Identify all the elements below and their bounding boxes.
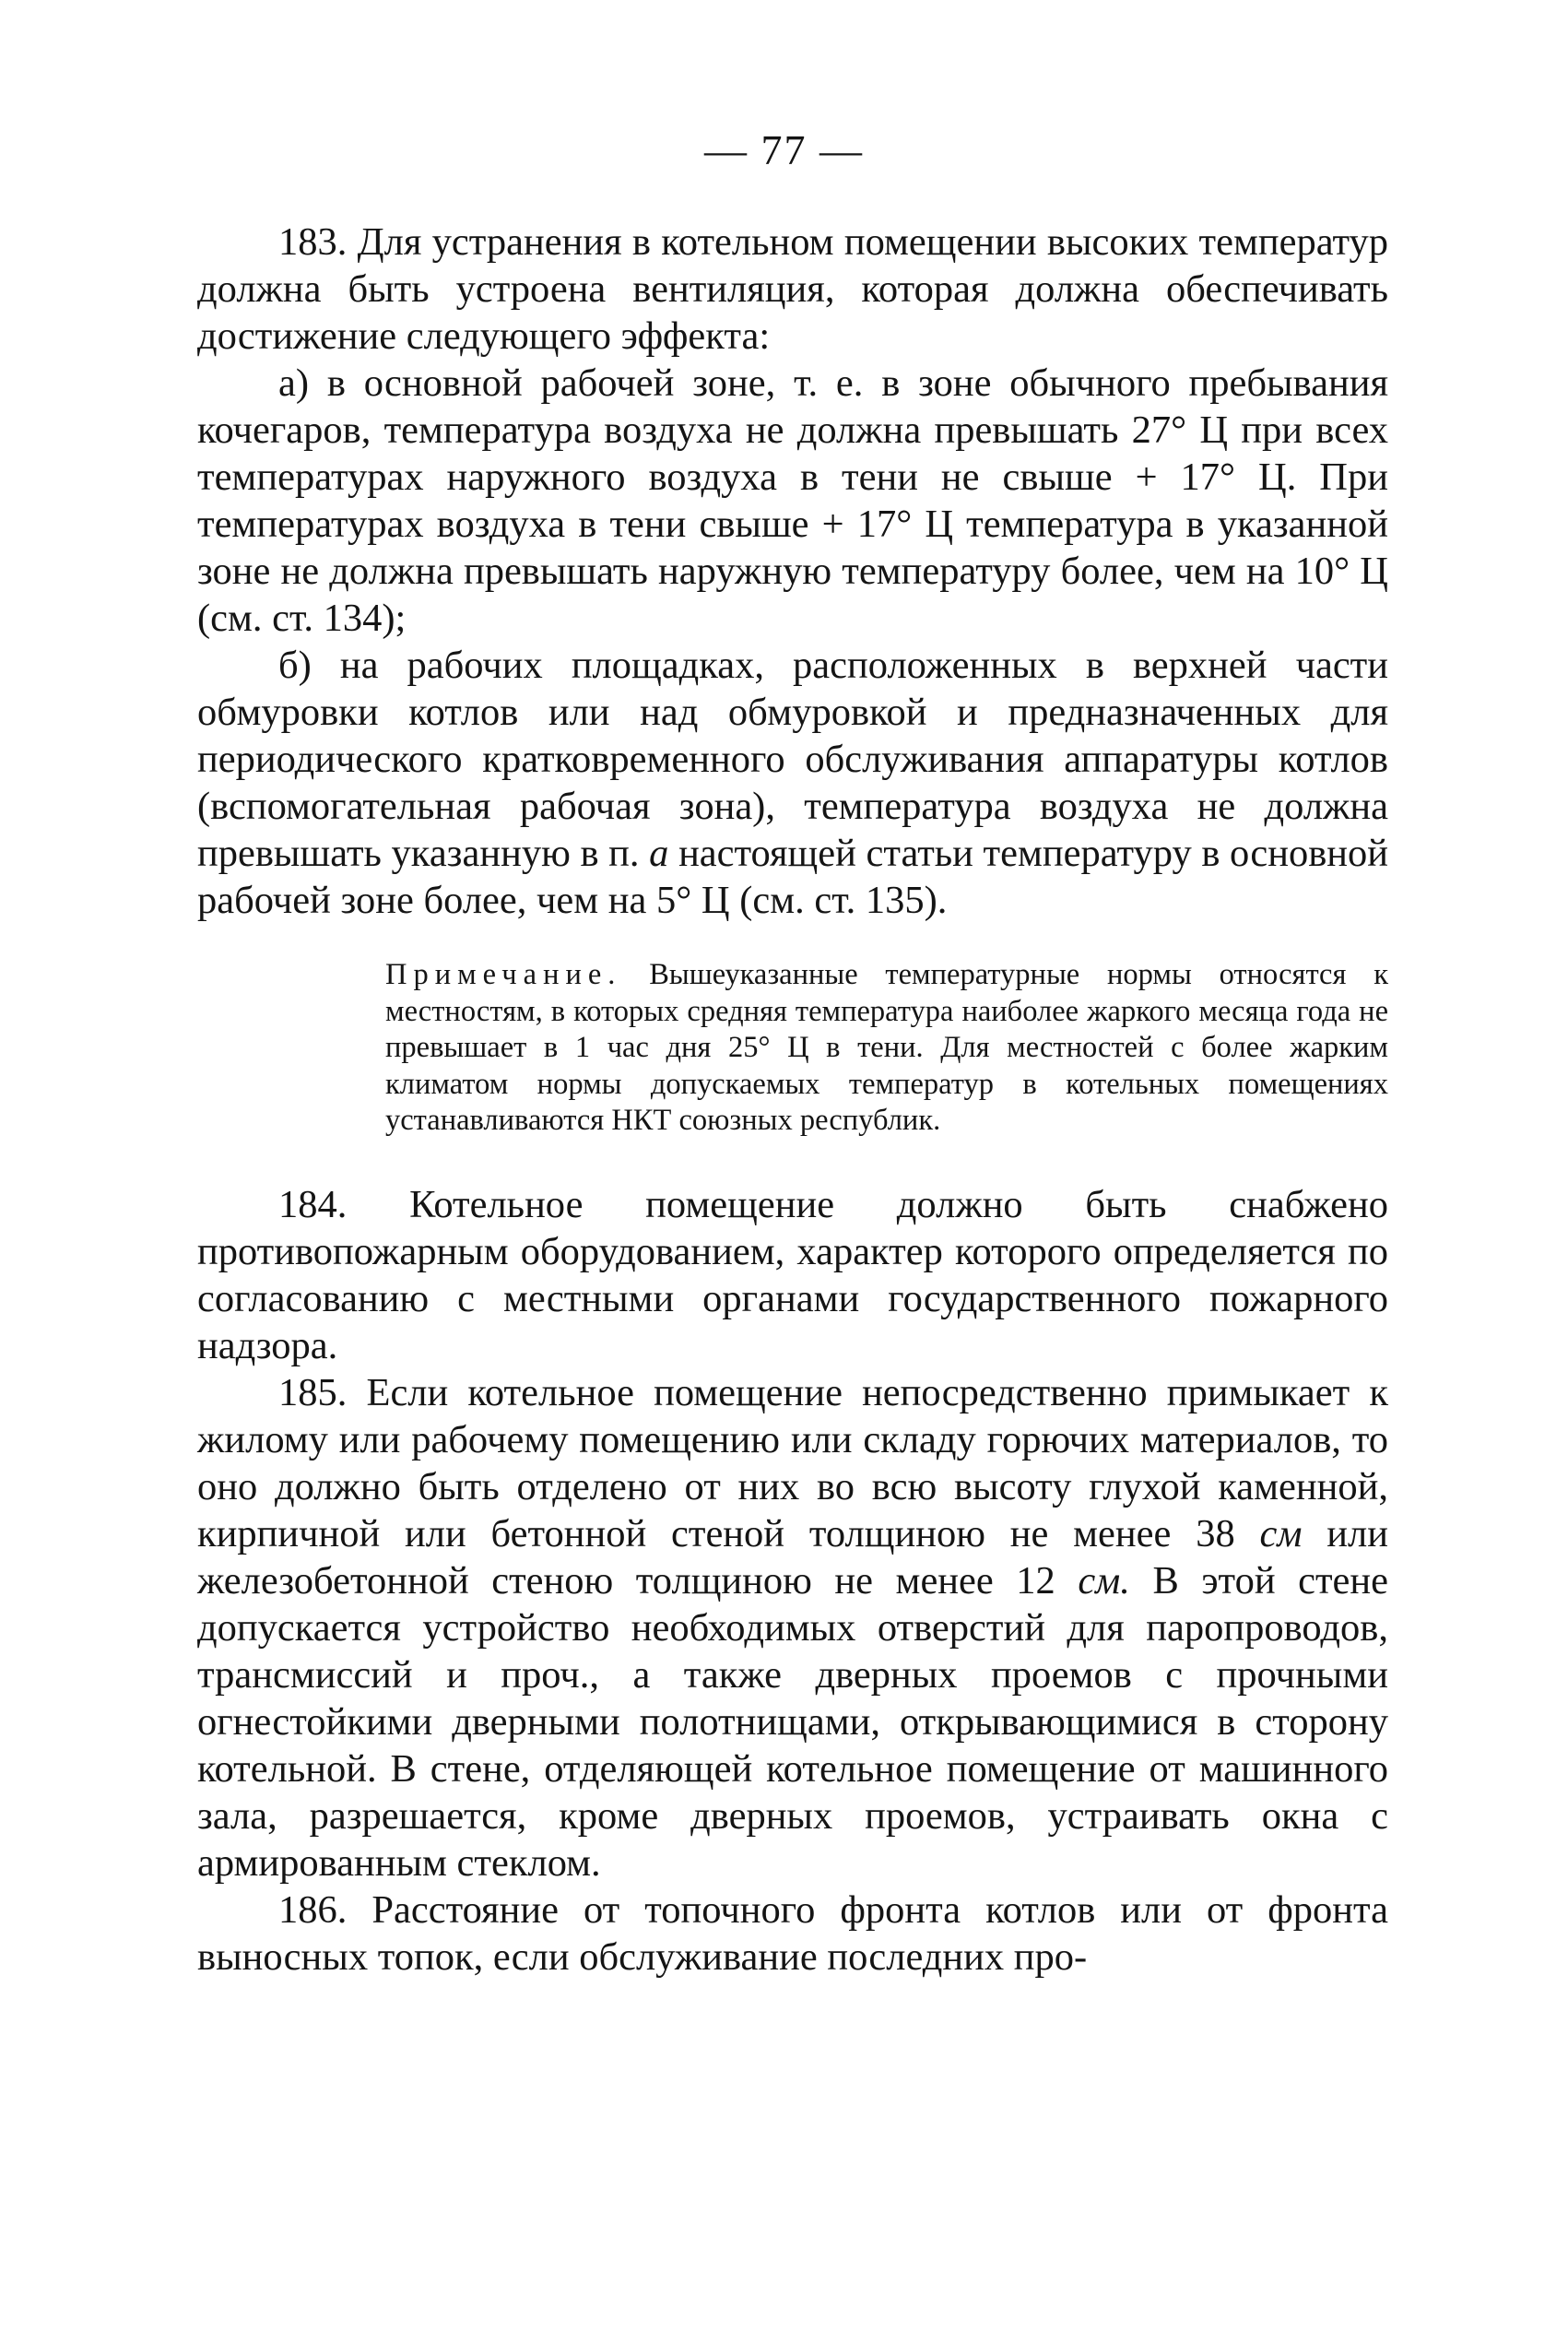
p185-part2: или железобетонной стеною толщиною не менее 12 [197,1511,1388,1603]
p185-unit1: см [1259,1511,1303,1555]
p185-part3: В этой стене допускается устройство необходимых отверстий для паропроводов, трансмиссий и проч., а также дверных проемов с прочными огнестойкими дверными полотнищами, открывающимися в сторону котельной. В стене, отделяющей котельное помещение от машинного зала, разрешается, кроме дверных проемов, устраивать окна с армированным стеклом. [197,1558,1388,1885]
p185-part1: 185. Если котельное помещение непосредственно примыкает к жилому или рабочему помещению или складу горючих материалов, то оно должно быть отделено от них во всю высоту глухой каменной, кирпичной или бетонной стеной толщиною не менее 38 [197,1370,1388,1555]
paragraph-183-intro: 183. Для устранения в котельном помещении высоких температур должна быть устроена вентиляция, которая должна обеспечивать достижение следующего эффекта: [197,220,1388,358]
body-text [197,219,1388,1981]
paragraph-184: 184. Котельное помещение должно быть снабжено противопожарным оборудованием, характер которого определяется по согласованию с местными органами государственного пожарного надзора. [197,1182,1388,1367]
item-b-text-start: б) на рабочих площадках, расположенных в верхней части обмуровки котлов или над обмуровкой и предназначенных для периодического кратковременного обслуживания аппаратуры котлов (вспомогательная рабочая зона), температура воздуха не должна превышать указанную в п. [197,644,1388,875]
paragraph-183-item-a: а) в основной рабочей зоне, т. е. в зоне обычного пребывания кочегаров, температура воздуха не должна превышать 27° Ц при всех температурах наружного воздуха в тени не свыше + 17° Ц. При температурах воздуха в тени свыше + 17° Ц температура в указанной зоне не должна превышать наружную температуру более, чем на 10° Ц (см. ст. 134); [197,361,1388,640]
paragraph-186: 186. Расстояние от топочного фронта котлов или от фронта выносных топок, если обслуживание последних про- [197,1887,1388,1979]
paragraph-185 [197,1369,1388,1886]
p185-unit2: см. [1078,1558,1130,1603]
page-number: — 77 — [704,126,864,173]
note-text: Вышеуказанные температурные нормы относятся к местностям, в которых средняя температура наиболее жаркого месяца года не превышает в 1 час дня 25° Ц в тени. Для местностей с более жарким климатом нормы допускаемых температур в котельных помещениях устанавливаются НКТ союзных республик. [385,958,1388,1137]
item-b-text-end: настоящей статьи температуру в основной рабочей зоне более, чем на 5° Ц (см. ст. 135). [197,832,1389,922]
note-label: Примечание. [385,958,622,991]
note-block [197,957,1388,1140]
item-b-italic-ref: а [649,832,669,875]
paragraph-183-item-b [197,642,1388,924]
